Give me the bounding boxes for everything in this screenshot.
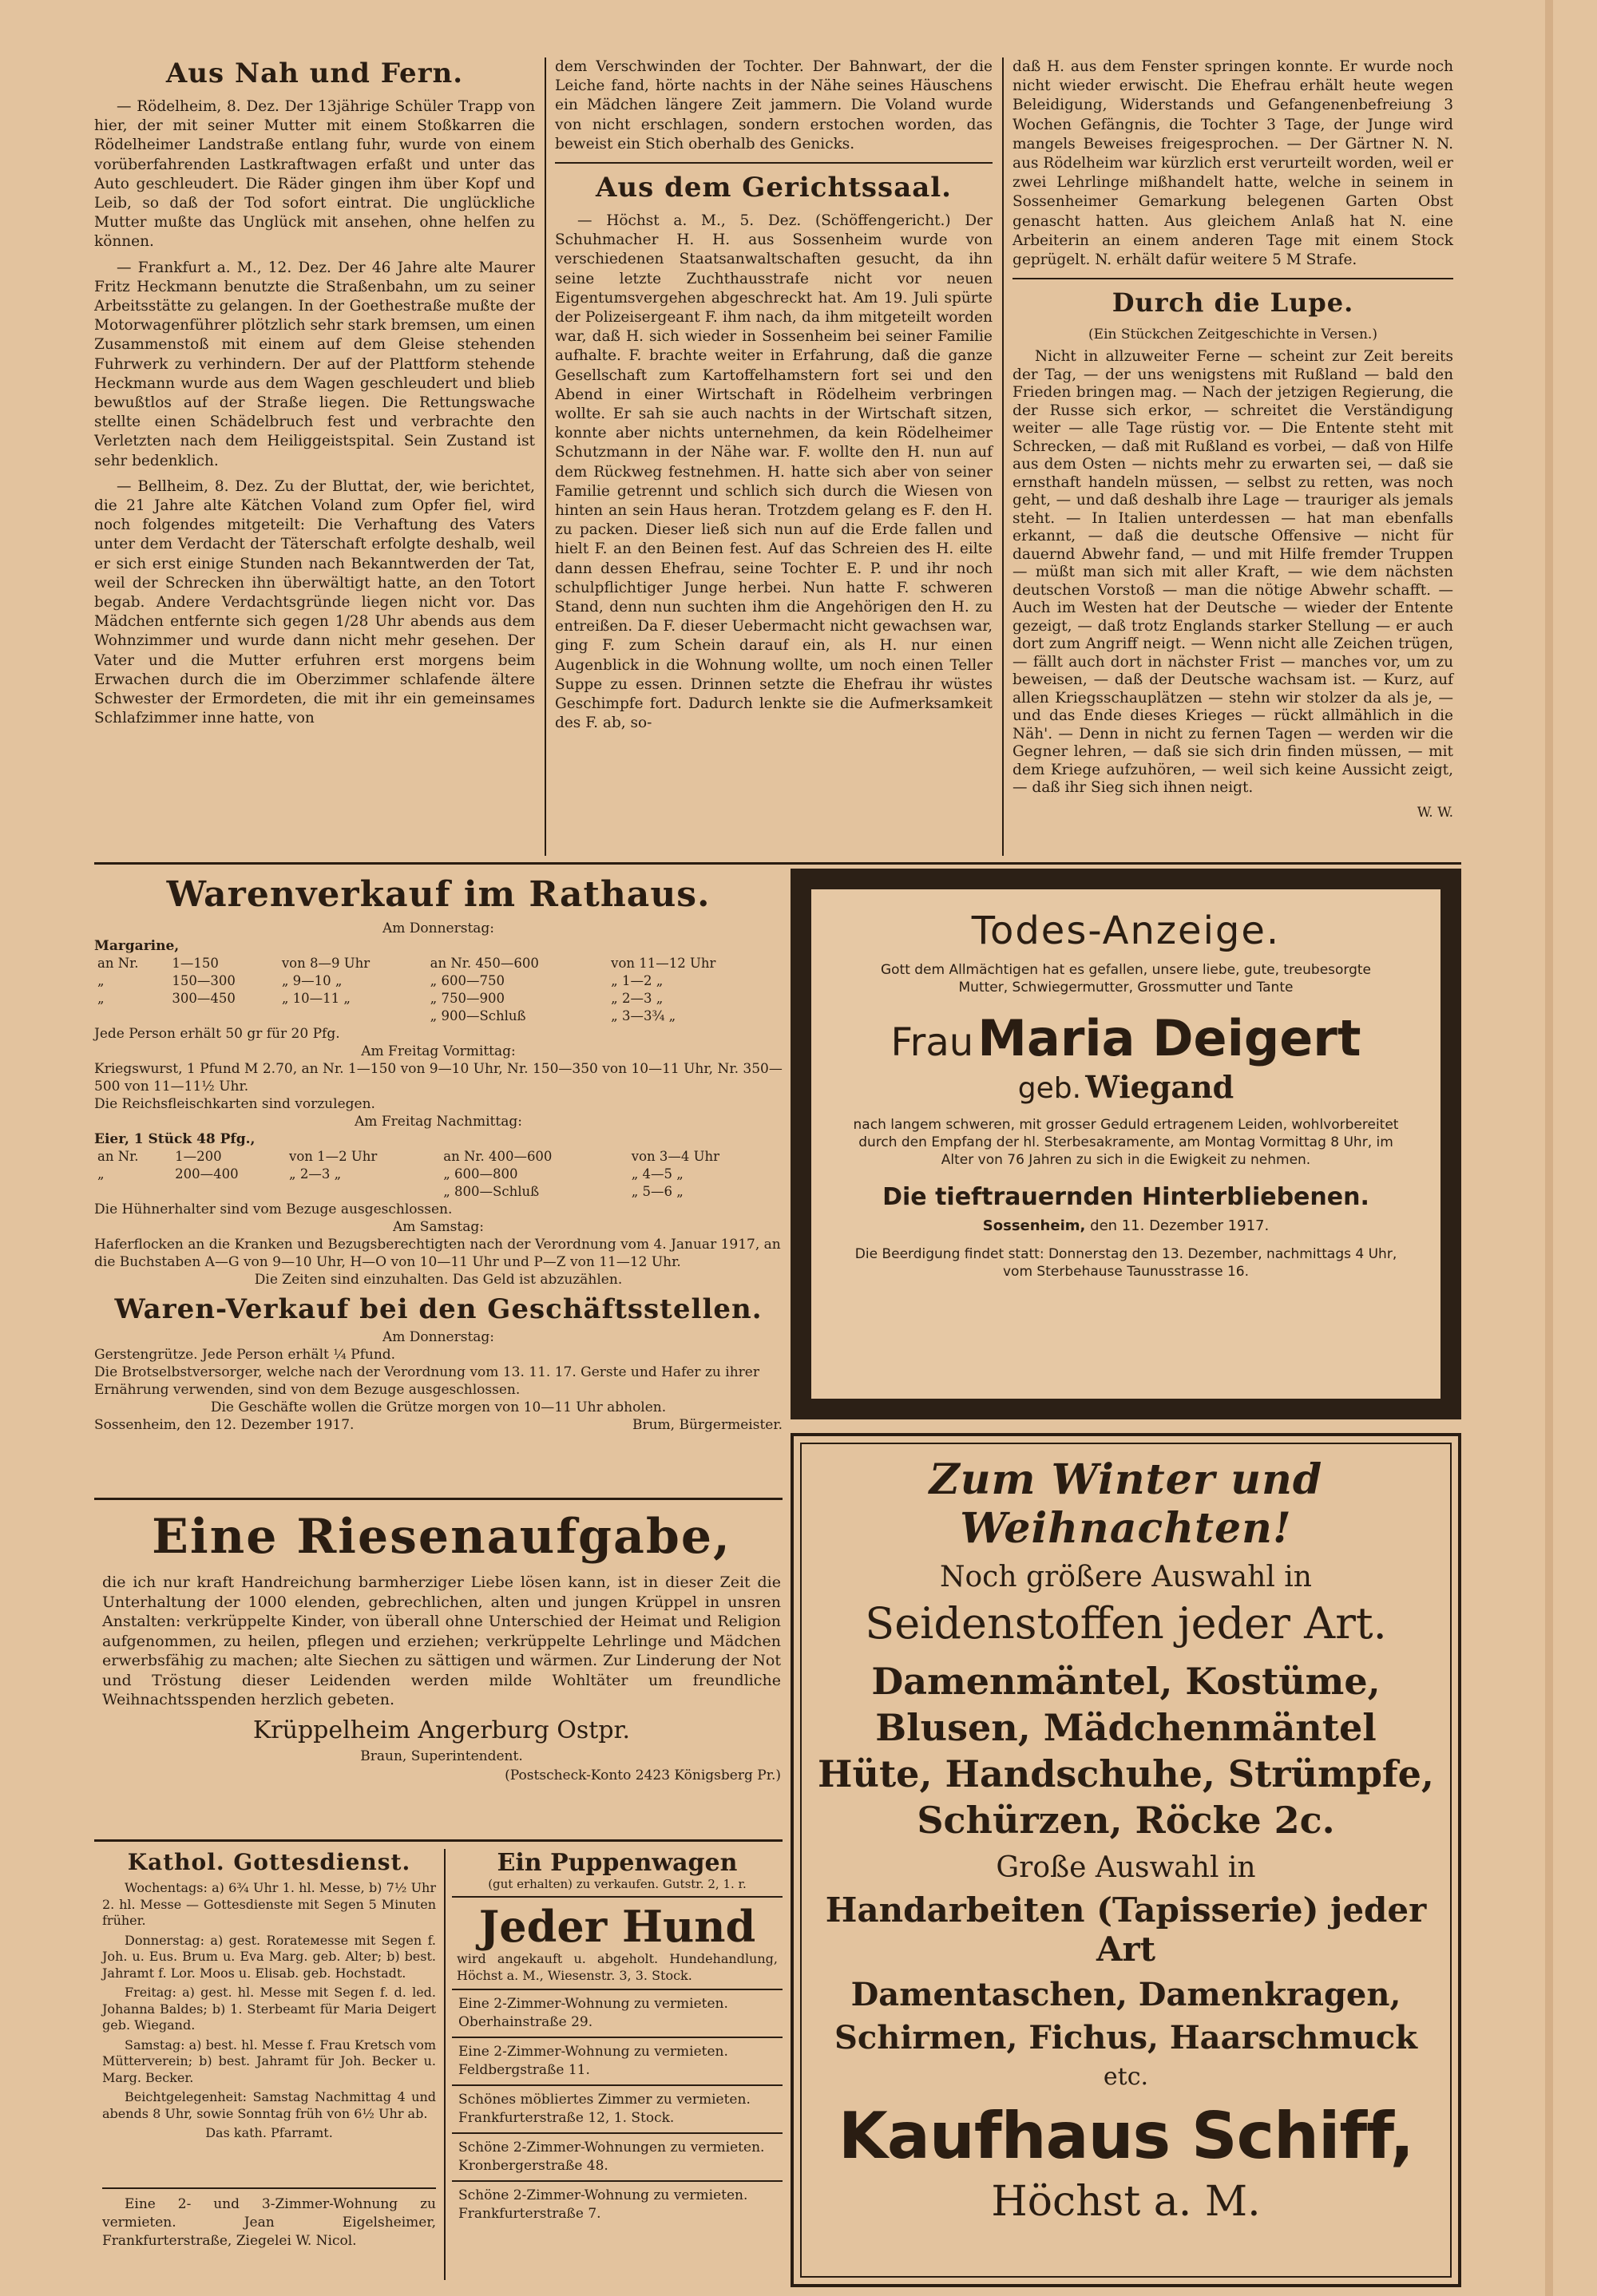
- cell: „ 3—3¾ „: [611, 1008, 676, 1023]
- cell: „ 2—3 „: [611, 991, 664, 1006]
- cell: 1—150: [172, 956, 219, 971]
- deceased-name: Maria Deigert: [977, 1009, 1361, 1067]
- article-continuation: dem Verschwinden der Tochter. Der Bahnwart, der die Leiche fand, hörte nachts in der Nähe seines Häuschens ein Mädchen längere Zeit jammern. Die Voland wurde von nicht erschlagen, sondern erstochen worden, das beweist ein Stich oberhalb des Genicks.: [555, 58, 993, 152]
- gottesdienst-beichte: Beichtgelegenheit: Samstag Nachmittag 4 und abends 8 Uhr, sowie Sonntag früh von 6½ Uhr ab.: [102, 2089, 436, 2121]
- ad-puppenwagen: [452, 1849, 783, 1898]
- table-row: [94, 1166, 783, 1183]
- gottesdienst-signer: Das kath. Pfarramt.: [205, 2125, 333, 2140]
- cell: „ 10—11 „: [281, 991, 351, 1006]
- ad-wohnung-4: Schöne 2-Zimmer-Wohnung zu vermieten. Frankfurterstraße 7.: [458, 2187, 748, 2222]
- table-row: [94, 972, 783, 990]
- table-row: [94, 1183, 783, 1201]
- death-notice-name-line: [835, 1009, 1417, 1067]
- ad-text: wird angekauft u. abgeholt. Hundehandlung, Höchst a. M., Wiesenstr. 3, 3. Stock.: [457, 1951, 778, 1983]
- day-heading: Am Freitag Nachmittag:: [355, 1114, 522, 1130]
- cell: [94, 1007, 168, 1025]
- death-notice-title: Todes-Anzeige.: [971, 909, 1281, 953]
- cell: „ 600—800: [443, 1166, 518, 1182]
- table-row: [94, 955, 783, 972]
- death-notice-intro: Gott dem Allmächtigen hat es gefallen, unsere liebe, gute, treubesorgte Mutter, Schwiegermutter, Grossmutter und Tante: [880, 962, 1372, 996]
- wohnung-ad: [102, 2195, 436, 2283]
- cell: [94, 1183, 172, 1201]
- place-date: Sossenheim, den 12. Dezember 1917.: [94, 1417, 355, 1433]
- brot-info: Die Brotselbstversorger, welche nach der Verordnung vom 13. 11. 17. Gerste und Hafer zu ihrer Ernährung verwenden, sind von dem Bezuge ausgeschlossen.: [94, 1364, 759, 1398]
- horizontal-rule: [94, 1839, 783, 1842]
- death-notice-place-date: [835, 1217, 1417, 1234]
- ad-sub: Noch größere Auswahl in: [940, 1561, 1312, 1593]
- ad-product-line: Hüte, Handschuhe, Strümpfe,: [818, 1752, 1434, 1795]
- ad-wohnung-2: Eine 2-Zimmer-Wohnung zu vermieten. Feldbergstraße 11.: [452, 2038, 783, 2086]
- signer: Brum, Bürgermeister.: [632, 1417, 783, 1433]
- separator: [1012, 278, 1453, 279]
- cell: „ 4—5 „: [631, 1166, 684, 1182]
- column-aus-nah-und-fern: [94, 57, 535, 856]
- cell: von 3—4 Uhr: [631, 1149, 720, 1164]
- ad-zimmer: Schönes möbliertes Zimmer zu vermieten. Frankfurterstraße 12, 1. Stock.: [452, 2086, 783, 2134]
- cell: von 1—2 Uhr: [289, 1149, 378, 1164]
- cell: „ 750—900: [430, 991, 505, 1006]
- death-notice-maiden-line: [835, 1069, 1417, 1105]
- abholen-info: Die Geschäfte wollen die Grütze morgen von 10—11 Uhr abholen.: [210, 1399, 667, 1415]
- ad-seide: Seidenstoffen jeder Art.: [865, 1598, 1387, 1649]
- section-title: Aus Nah und Fern.: [165, 57, 464, 89]
- gottesdienst-notice: [102, 1849, 436, 2207]
- cell: [168, 1007, 278, 1025]
- ad-product-line: Blusen, Mädchenmäntel: [875, 1706, 1377, 1749]
- table-row: [94, 1148, 783, 1166]
- ad-etc: etc.: [1103, 2063, 1149, 2091]
- mourners: Die tieftrauernden Hinterbliebenen.: [882, 1183, 1369, 1211]
- poem-signature: W. W.: [1417, 804, 1453, 821]
- ad-handarbeiten: Handarbeiten (Tapisserie) jeder Art: [825, 1890, 1427, 1969]
- ad-signer: Braun, Superintendent.: [360, 1748, 523, 1764]
- notice-title: Warenverkauf im Rathaus.: [166, 874, 711, 915]
- margarine-label: Margarine,: [94, 938, 180, 954]
- cell: „ 5—6 „: [631, 1184, 684, 1199]
- cell: 200—400: [175, 1166, 239, 1182]
- margarine-schedule: [94, 955, 783, 1025]
- death-notice-body: nach langem schweren, mit grosser Geduld ertragenem Leiden, wohlvorbereitet durch den Empfang der hl. Sterbesakramente, am Montag Vormittag 8 Uhr, im Alter von 76 Jahren zu sich in die Ewigkeit zu nehmen.: [853, 1117, 1399, 1168]
- section-title: Durch die Lupe.: [1112, 287, 1354, 319]
- ad-product-line: Schürzen, Röcke 2c.: [917, 1799, 1335, 1842]
- cell: „ 800—Schluß: [443, 1184, 540, 1199]
- notice-title-geschaeftsstellen: Waren-Verkauf bei den Geschäftsstellen.: [114, 1293, 763, 1325]
- honorific: Frau: [890, 1020, 974, 1065]
- notice-footer: [94, 1416, 783, 1434]
- cell: an Nr. 400—600: [443, 1149, 553, 1164]
- cell: 300—450: [172, 991, 236, 1006]
- ad-city: Höchst a. M.: [991, 2178, 1261, 2226]
- article-roedelheim: — Rödelheim, 8. Dez. Der 13jährige Schüler Trapp von hier, der mit seiner Mutter mit einem Stoßkarren die Rödelheimer Landstraße entlang fuhr, wurde von einem vorüberfahrenden Lastkraftwagen erfaßt und unter das Auto geschleudert. Die Räder gingen ihm über Kopf und Leib, so daß der Tod sofort eintrat. Die unglückliche Mutter mußte das Unglück mit ansehen, ohne helfen zu können.: [94, 98, 535, 251]
- small-ads: [452, 1849, 783, 2286]
- death-notice-frame: [810, 888, 1442, 1400]
- day-heading: Am Donnerstag:: [382, 920, 495, 936]
- ad-title: Jeder Hund: [478, 1901, 756, 1952]
- separator: [555, 162, 993, 164]
- table-row: [94, 1007, 783, 1025]
- ad-text: Eine 2- und 3-Zimmer-Wohnung zu vermieten. Jean Eigelsheimer, Frankfurterstraße, Ziegelei W. Nicol.: [102, 2196, 436, 2249]
- article-hoechst: — Höchst a. M., 5. Dez. (Schöffengericht.) Der Schuhmacher H. H. aus Sossenheim wurde von verschiedenen Staatsanwaltschaften gesucht, da ihn seine letzte Zuchthausstrafe nicht vor neuen Eigentumsvergehen abgeschreckt hat. Am 19. Juli spürte der Polizeisergeant F. ihm nach, da ihm mitgeteilt worden war, daß H. sich wieder in Sossenheim bei seiner Familie aufhalte. F. brachte weiter in Erfahrung, daß die ganze Gesellschaft zum Kartoffelhamstern fort sei und den Abend in einer Wirtschaft in Rödelheim verbringen wollte. Er sah sie auch nachts in der Wirtschaft sitzen, konnte aber nichts unternehmen, da kein Rödelheimer Schutzmann in der Nähe war. F. wollte den H. nun auf dem Rückweg festnehmen. H. hatte sich aber von seiner Familie getrennt und schlich sich durch die Wiesen von hinten an sein Haus heran. Trotzdem gelang es F. den H. zu packen. Dieser ließ sich nun auf die Erde fallen und hielt F. an den Beinen fest. Auf das Schreien des H. eilte dann dessen Ehefrau, seine Tochter E. P. und ihr noch schulpflichtiger Junge herbei. Nun hatte F. schweren Stand, denn nun suchten ihm die Angehörigen den H. zu entreißen. Da F. dieser Uebermacht nicht gewachsen war, ging F. zum Schein darauf ein, als H. nur einen Augenblick in die Wohnung wollte, um noch einen Teller Suppe zu essen. Drinnen setzte die Ehefrau ihr wüstes Geschimpfe fort. Dadurch lenkte sie die Aufmerksamkeit des F. ab, so-: [555, 212, 993, 732]
- ad-product-line: Schirmen, Fichus, Haarschmuck: [834, 2019, 1417, 2057]
- date: den 11. Dezember 1917.: [1090, 1217, 1270, 1234]
- gottesdienst-freitag: Freitag: a) gest. hl. Messe mit Segen f. d. led. Johanna Baldes; b) 1. Sterbeamt für Maria Deigert geb. Wiegand.: [102, 1985, 436, 2033]
- ad-title: Eine Riesenaufgabe,: [152, 1509, 731, 1565]
- ad-wohnung-1: Eine 2-Zimmer-Wohnung zu vermieten. Oberhainstraße 29.: [452, 1990, 783, 2038]
- cell: an Nr. 450—600: [430, 956, 539, 971]
- cell: von 11—12 Uhr: [611, 956, 716, 971]
- cell: „: [97, 973, 105, 988]
- ad-product-line: Damenmäntel, Kostüme,: [871, 1660, 1381, 1703]
- cell: [286, 1183, 440, 1201]
- article-bellheim: — Bellheim, 8. Dez. Zu der Bluttat, der, wie berichtet, die 21 Jahre alte Kätchen Voland zum Opfer fiel, wird noch folgendes mitgeteilt: Die Verhaftung des Vaters unter dem Verdacht der Täterschaft erfolgte deshalb, weil er sich erst einige Stunden nach Bekanntwerden der Tat, weil der Schrecken ihn überwältigt hatte, an den Totort begab. Andere Verdachtsgründe liegen nicht vor. Das Mädchen entfernte sich gegen 1/28 Uhr abends aus dem Wohnzimmer und wurde dann nicht mehr gesehen. Der Vater und die Mutter erfuhren erst morgens beim Erwachen durch die im Oberzimmer schlafende ältere Schwester der Ermordeten, die mit ihr ein gemeinsames Schlafzimmer inne hatte, von: [94, 477, 535, 727]
- ad-headline: Zum Winter und Weihnachten!: [929, 1455, 1323, 1553]
- horizontal-rule: [94, 862, 1461, 865]
- kriegswurst-note: Die Reichsfleischkarten sind vorzulegen.: [94, 1096, 375, 1112]
- haferflocken-info: Haferflocken an die Kranken und Bezugsberechtigten nach der Verordnung vom 4. Januar 1917, an die Buchstaben A—G von 9—10 Uhr, H—O von 10—11 Uhr und P—Z von 11—12 Uhr.: [94, 1237, 781, 1270]
- eier-schedule: [94, 1148, 783, 1201]
- funeral-info: Die Beerdigung findet statt: Donnerstag den 13. Dezember, nachmittags 4 Uhr, vom Sterbehause Taunusstrasse 16.: [854, 1246, 1397, 1280]
- eier-note: Die Hühnerhalter sind vom Bezuge ausgeschlossen.: [94, 1201, 453, 1217]
- ad-wohnung-3: Schöne 2-Zimmer-Wohnungen zu vermieten. Kronbergerstraße 48.: [452, 2134, 783, 2182]
- place: Sossenheim,: [982, 1217, 1086, 1234]
- ad-kaufhaus-schiff: [791, 1433, 1461, 2287]
- cell: an Nr.: [97, 1149, 139, 1164]
- margarine-note: Jede Person erhält 50 gr für 20 Pfg.: [94, 1026, 340, 1042]
- section-subtitle: (Ein Stückchen Zeitgeschichte in Versen.): [1088, 327, 1377, 343]
- cell: von 8—9 Uhr: [281, 956, 371, 971]
- death-notice: [791, 869, 1461, 1419]
- gottesdienst-donnerstag: Donnerstag: a) gest. Rorateмesse mit Segen f. Joh. u. Eus. Brum u. Eva Marg. geb. Alter; b) best. Jahramt f. Lor. Moos u. Elisab. geb. Hochstadt.: [102, 1932, 436, 1981]
- gottesdienst-wochentags: Wochentags: a) 6¾ Uhr 1. hl. Messe, b) 7½ Uhr 2. hl. Messe — Gottesdienste mit Segen 5 Minuten früher.: [102, 1880, 436, 1928]
- article-continuation: daß H. aus dem Fenster springen konnte. Er wurde noch nicht wieder erwischt. Die Ehefrau erhält heute wegen Beleidigung, Widerstands und Gefangenenbefreiung 3 Wochen Gefängnis, die Tochter 3 Tage, der Junge wird mangels Beweises freigesprochen. — Der Gärtner N. N. aus Rödelheim war kürzlich erst verurteilt worden, weil er zwei Lehrlinge mißhandelt hatte, welche in seinem in Sossenheimer Gemarkung belegenen Garten Obst genascht hatten. Aus gleichem Anlaß hat N. eine Arbeiterin an einem anderen Tage mit einem Stock geprügelt. N. erhält dafür weitere 5 M Strafe.: [1012, 58, 1453, 269]
- horizontal-rule: [102, 2187, 436, 2189]
- ad-text: (gut erhalten) zu verkaufen. Gutstr. 2, 1. r.: [488, 1877, 747, 1891]
- cell: „ 2—3 „: [289, 1166, 342, 1182]
- day-heading: Am Freitag Vormittag:: [361, 1043, 516, 1059]
- ad-konto: (Postscheck-Konto 2423 Königsberg Pr.): [505, 1767, 781, 1783]
- cell: 1—200: [175, 1149, 222, 1164]
- zeiten-note: Die Zeiten sind einzuhalten. Das Geld ist abzuzählen.: [254, 1272, 623, 1288]
- ad-frame: [800, 1443, 1452, 2278]
- ad-org: Krüppelheim Angerburg Ostpr.: [252, 1716, 631, 1744]
- column-durch-die-lupe: [1012, 57, 1453, 856]
- ad-product-line: Damentaschen, Damenkragen,: [850, 1976, 1401, 2013]
- column-gerichtssaal: [555, 57, 993, 856]
- cell: „ 1—2 „: [611, 973, 664, 988]
- ad-hund: [452, 1898, 783, 1990]
- cell: [279, 1007, 427, 1025]
- gottesdienst-samstag: Samstag: a) best. hl. Messe f. Frau Kretsch vom Mütterverein; b) best. Jahramt für Joh. Becker u. Marg. Becker.: [102, 2037, 436, 2085]
- column-divider: [1002, 57, 1004, 856]
- cell: [172, 1183, 286, 1201]
- geb-label: geb.: [1017, 1072, 1082, 1105]
- cell: „ 9—10 „: [281, 973, 343, 988]
- ad-title: Ein Puppenwagen: [497, 1849, 738, 1877]
- cell: „: [97, 1166, 105, 1182]
- column-divider: [444, 1849, 446, 2280]
- cell: an Nr.: [97, 956, 139, 971]
- cell: 150—300: [172, 973, 236, 988]
- eier-label: Eier, 1 Stück 48 Pfg.,: [94, 1131, 256, 1147]
- ad-text: die ich nur kraft Handreichung barmherziger Liebe lösen kann, ist in dieser Zeit die Unterhaltung der 1000 elenden, gebrechlichen, alten und jungen Krüppel in unsren Anstalten: verkrüppelte Kinder, von überall ohne Unterschied der Heimat und Religion aufgenommen, zu heilen, pflegen und erziehen; verkrüppelte Lehrlinge und Mädchen erwerbsfähig zu machen; alte Siechen zu sättigen und wärmen. Zur Linderung der Not und Tröstung dieser Leidenden werden milde Wohltäter um freundliche Weihnachtsspenden herzlich gebeten.: [102, 1574, 781, 1708]
- ad-grosse: Große Auswahl in: [996, 1851, 1256, 1884]
- table-row: [94, 990, 783, 1007]
- cell: „ 900—Schluß: [430, 1008, 526, 1023]
- day-heading: Am Samstag:: [392, 1219, 484, 1235]
- page-fold: [1545, 0, 1553, 2296]
- cell: „: [97, 991, 105, 1006]
- notice-warenverkauf: [94, 874, 783, 1497]
- gottesdienst-title: Kathol. Gottesdienst.: [127, 1849, 411, 1875]
- cell: „ 600—750: [430, 973, 505, 988]
- horizontal-rule: [94, 1498, 783, 1500]
- column-divider: [545, 57, 546, 856]
- ad-store-name: Kaufhaus Schiff,: [838, 2099, 1414, 2173]
- gerste-info: Gerstengrütze. Jede Person erhält ¼ Pfund.: [94, 1347, 396, 1363]
- kriegswurst-info: Kriegswurst, 1 Pfund M 2.70, an Nr. 1—150 von 9—10 Uhr, Nr. 150—350 von 10—11 Uhr, Nr. 350—500 von 11—11½ Uhr.: [94, 1061, 783, 1095]
- section-title: Aus dem Gerichtssaal.: [595, 172, 953, 204]
- ad-riesenaufgabe: [102, 1509, 781, 1844]
- poem: Nicht in allzuweiter Ferne — scheint zur Zeit bereits der Tag, — der uns wenigstens mit Rußland — bald den Frieden bringen mag. — Nach der jetzigen Regierung, die der Russe sich erkor, — schreitet die Verständigung weiter — alle Tage rüstig vor. — Die Entente steht mit Schrecken, — daß mit Rußland es vorbei, — daß von Hilfe aus dem Osten — nichts mehr zu erwarten sei, — daß sie ernsthaft handeln müssen, — selbst zu retten, was noch geht, — und daß deshalb ihre Lage — trauriger als jemals steht. — In Italien unterdessen — hat man ebenfalls erkannt, — daß die deutsche Offensive — nicht für dauernd Abwehr fand, — und mit Hilfe fremder Truppen — müßt man sich mit aller Kraft, — wie dem nächsten deutschen Vorstoß — man die nötige Abwehr schafft. — Auch im Westen hat der Deutsche — wieder der Entente gezeigt, — daß trotz Englands starker Stellung — er auch dort zum Angriff neigt. — Wenn nicht alle Zeichen trügen, — fällt auch dort in nächster Frist — manches vor, um zu beweisen, — daß der Deutsche wachsam ist. — Kurz, auf allen Kriegsschauplätzen — stehn wir stolzer da als je, — und das Ende dieses Krieges — rückt allmählich in die Näh'. — Denn in nicht zu fernen Tagen — werden wir die Gegner lehren, — daß sie sich drin finden müssen, — mit dem Kriege aufzuhören, — weil sich keine Aussicht zeigt, — daß ihr Sieg sich ihnen neigt.: [1012, 348, 1453, 797]
- article-frankfurt: — Frankfurt a. M., 12. Dez. Der 46 Jahre alte Maurer Fritz Heckmann benutzte die Straßenbahn, um zu seiner Arbeitsstätte zu gelangen. In der Goethestraße mußte der Motorwagenführer plötzlich sehr stark bremsen, um einen Zusammenstoß mit einem auf dem Gleise stehenden Fuhrwerk zu verhindern. Der auf der Plattform stehende Heckmann wurde aus dem Wagen geschleudert und blieb bewußtlos auf der Straße liegen. Die Rettungswache stellte einen Schädelbruch fest und verbrachte den Verletzten nach dem Heiliggeistspital. Sein Zustand ist sehr bedenklich.: [94, 259, 535, 469]
- maiden-name: Wiegand: [1085, 1069, 1234, 1105]
- day-heading: Am Donnerstag:: [382, 1329, 495, 1345]
